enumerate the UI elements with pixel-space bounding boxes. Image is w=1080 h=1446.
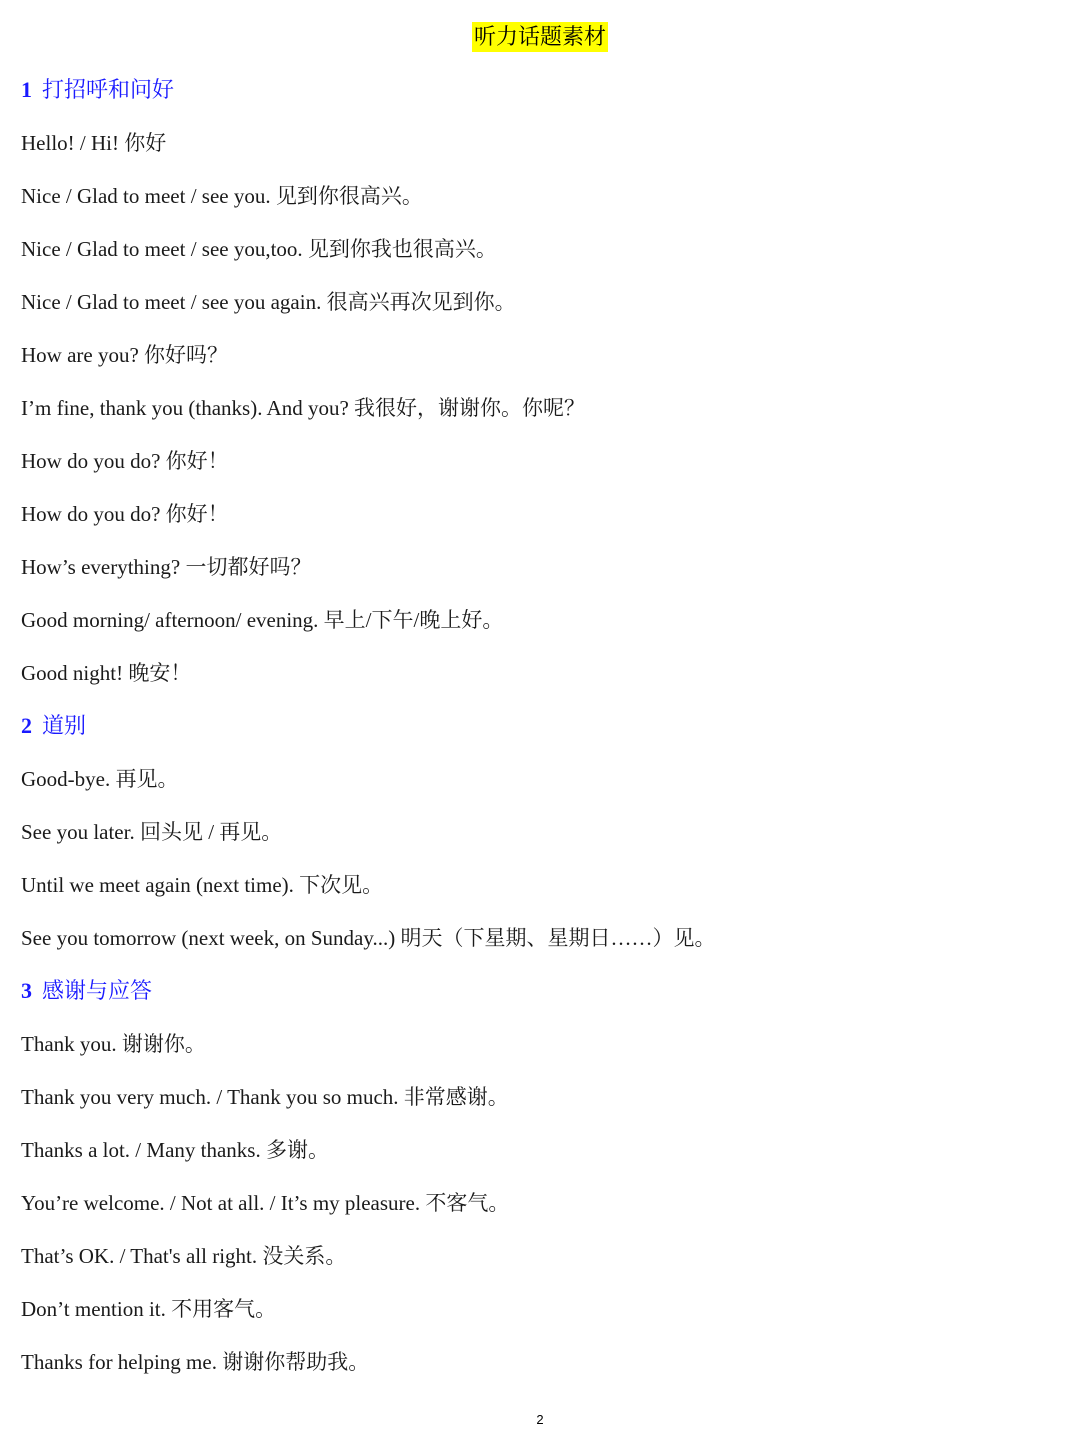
- phrase-line: Nice / Glad to meet / see you. 见到你很高兴。: [21, 184, 423, 208]
- section-heading: [21, 74, 1061, 127]
- phrase-line: See you tomorrow (next week, on Sunday...) 明天（下星期、星期日……）见。: [21, 926, 716, 950]
- phrase-line: Good night! 晚安！: [21, 661, 192, 685]
- phrase-line: Don’t mention it. 不用客气。: [21, 1297, 277, 1321]
- phrase-line: Hello! / Hi! 你好: [21, 131, 167, 155]
- section-number: 2: [21, 713, 32, 738]
- phrase-line: Thank you. 谢谢你。: [21, 1032, 206, 1056]
- page-title: 听力话题素材: [472, 22, 608, 52]
- phrase-line: I’m fine, thank you (thanks). And you? 我很好，谢谢你。你呢？: [21, 396, 586, 420]
- phrase-line: How are you? 你好吗？: [21, 343, 229, 367]
- document-body: [21, 74, 1061, 1399]
- section-title: 感谢与应答: [42, 978, 153, 1003]
- phrase-line: Nice / Glad to meet / see you,too. 见到你我也很高兴。: [21, 237, 497, 261]
- section-title: 道别: [42, 713, 87, 738]
- section-heading: [21, 975, 1061, 1028]
- phrase-line: Good-bye. 再见。: [21, 767, 179, 791]
- section-title: 打招呼和问好: [42, 77, 175, 102]
- section-number: 3: [21, 978, 32, 1003]
- phrase-line: Thanks for helping me. 谢谢你帮助我。: [21, 1350, 370, 1374]
- title-container: [0, 22, 1080, 52]
- phrase-line: Nice / Glad to meet / see you again. 很高兴再次见到你。: [21, 290, 516, 314]
- phrase-line: Thanks a lot. / Many thanks. 多谢。: [21, 1138, 329, 1162]
- phrase-line: Thank you very much. / Thank you so much. 非常感谢。: [21, 1085, 509, 1109]
- phrase-line: How’s everything? 一切都好吗？: [21, 555, 312, 579]
- phrase-line: That’s OK. / That's all right. 没关系。: [21, 1244, 347, 1268]
- phrase-line: You’re welcome. / Not at all. / It’s my pleasure. 不客气。: [21, 1191, 510, 1215]
- section-heading: [21, 710, 1061, 763]
- phrase-line: Good morning/ afternoon/ evening. 早上/下午/晚上好。: [21, 608, 504, 632]
- section-number: 1: [21, 77, 32, 102]
- page-number: 2: [536, 1412, 544, 1427]
- phrase-line: How do you do? 你好！: [21, 502, 229, 526]
- phrase-line: Until we meet again (next time). 下次见。: [21, 873, 384, 897]
- phrase-line: See you later. 回头见 / 再见。: [21, 820, 283, 844]
- phrase-line: How do you do? 你好！: [21, 449, 229, 473]
